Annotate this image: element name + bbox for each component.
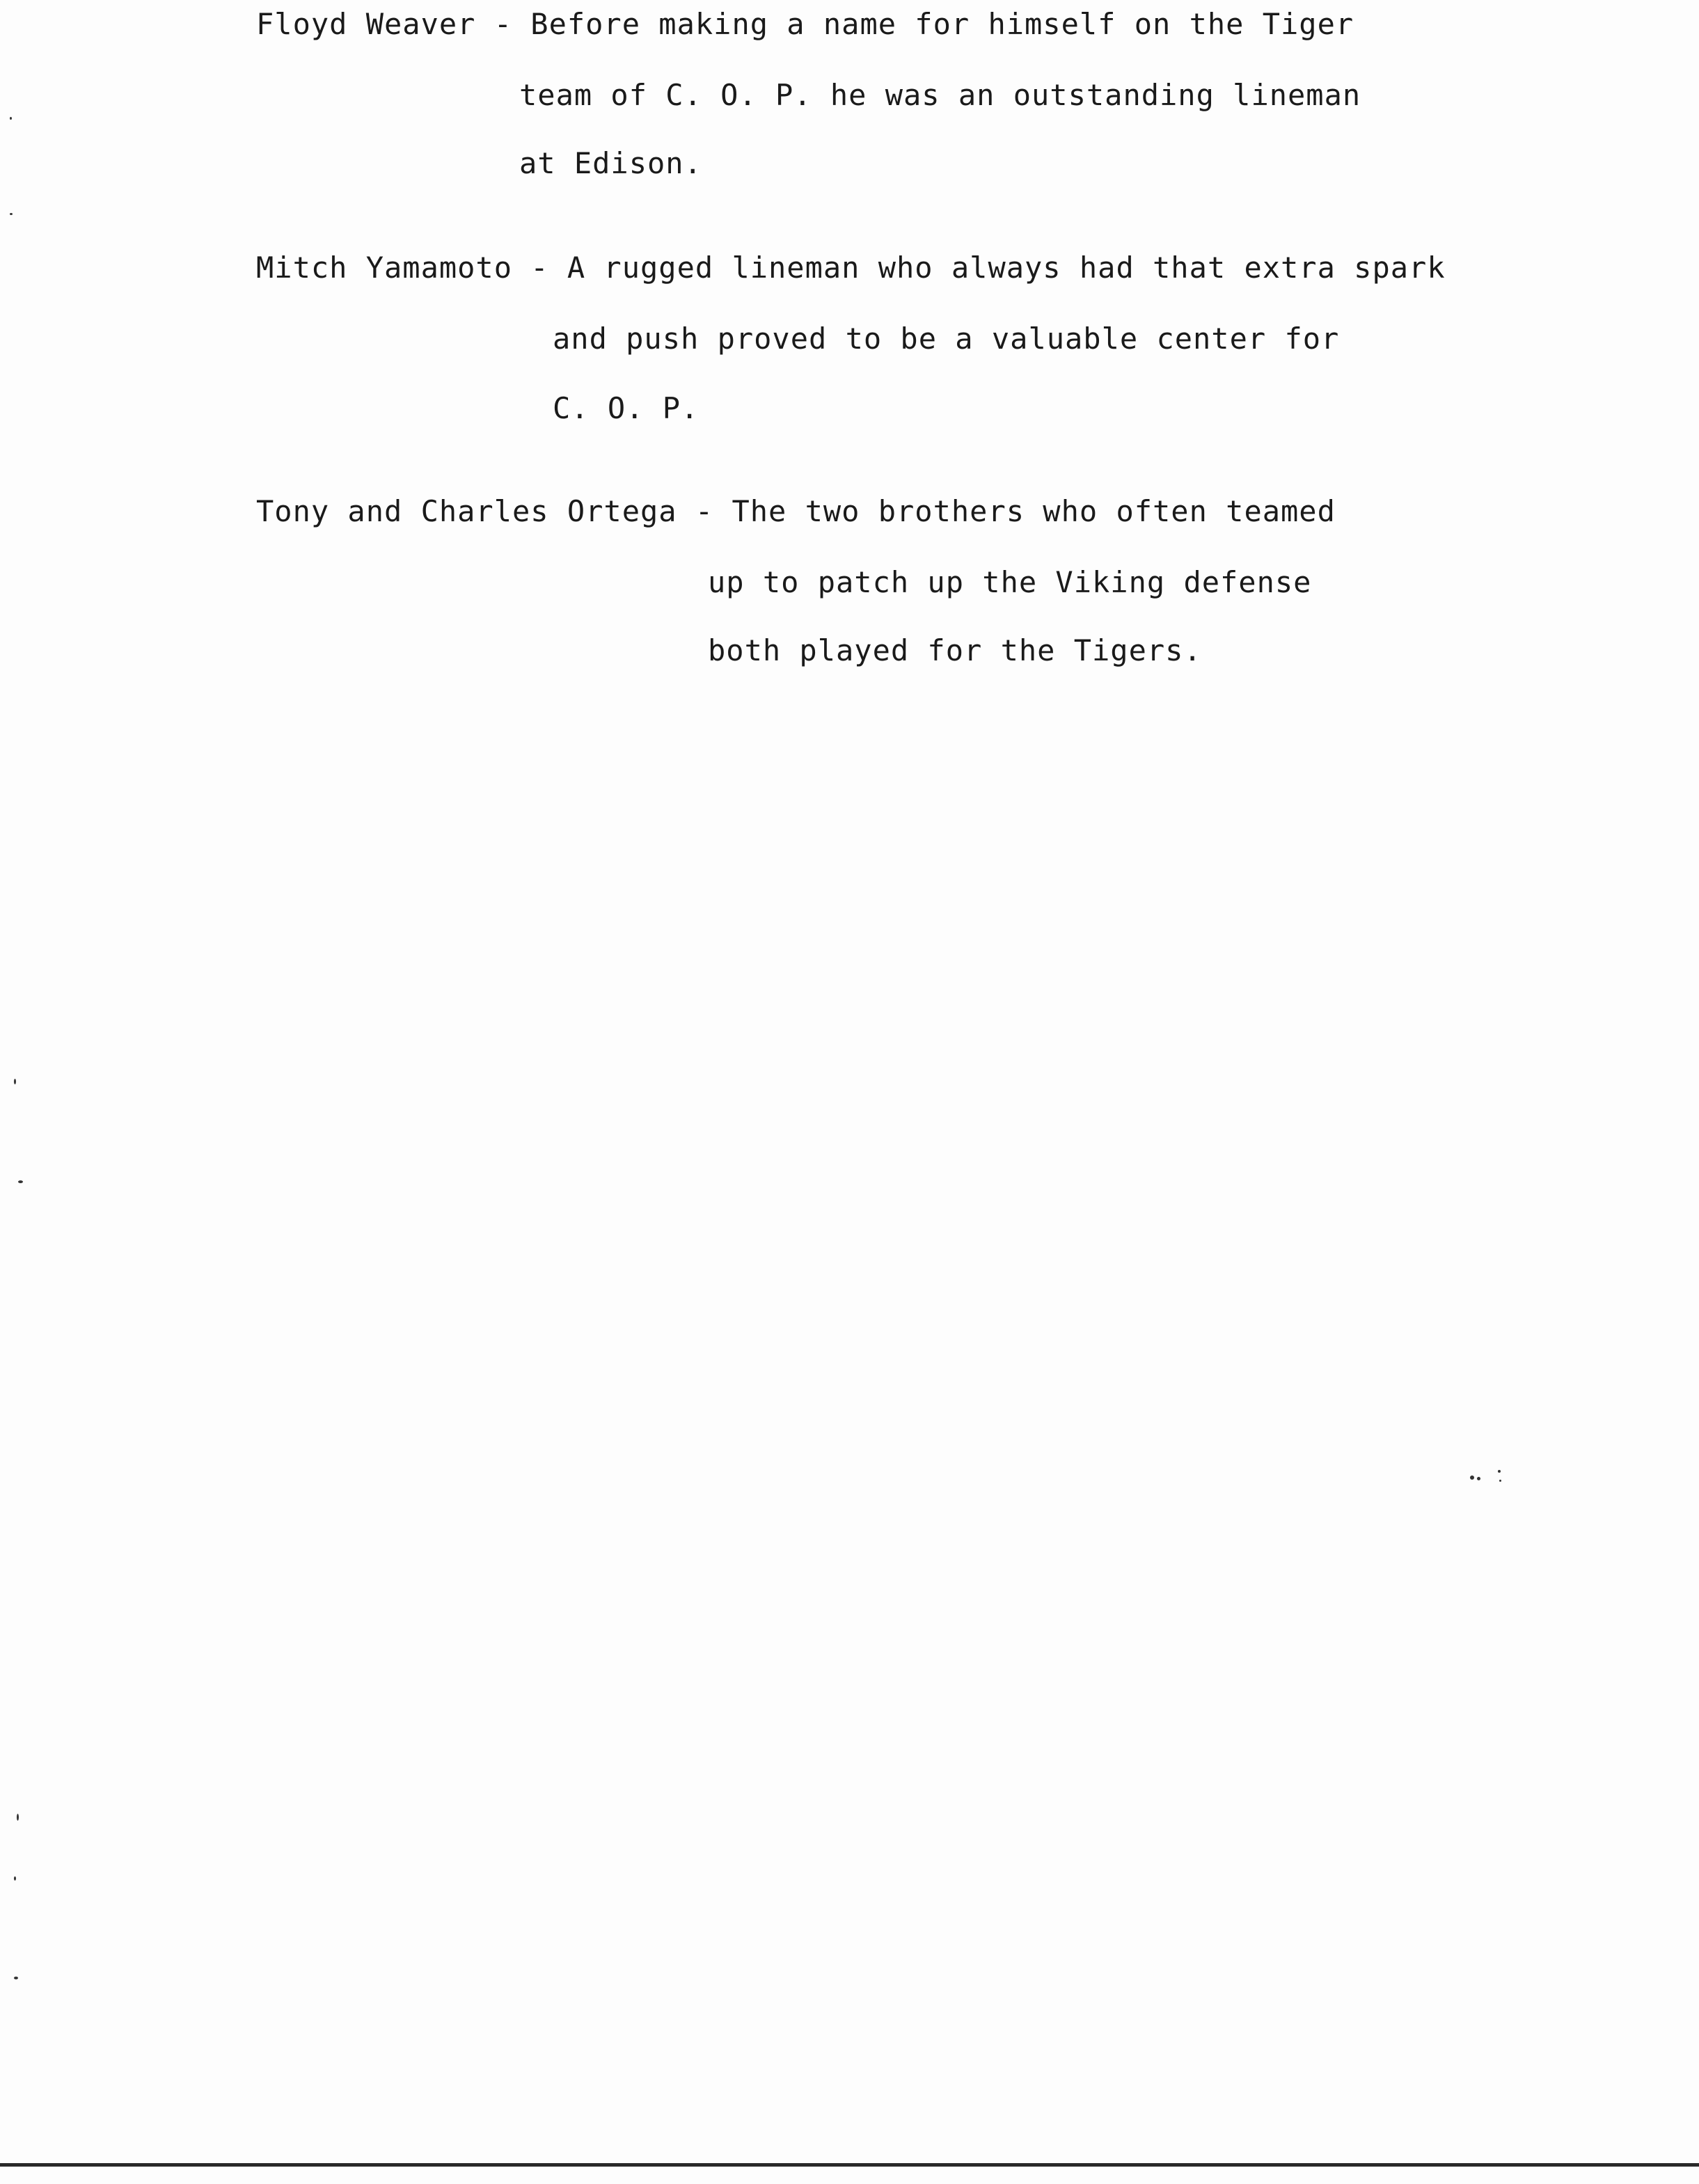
scan-speck [14,1977,18,1979]
page-bottom-edge [0,2163,1699,2167]
scan-speck [1499,1480,1501,1482]
entry-line: at Edison. [519,146,702,180]
scan-speck [14,1079,16,1084]
entry-line: Mitch Yamamoto - A rugged lineman who always had that extra spark [256,251,1446,285]
entry-line: and push proved to be a valuable center for [553,322,1340,356]
scan-speck [14,1876,16,1881]
entry-line: Floyd Weaver - Before making a name for himself on the Tiger [256,7,1354,41]
entry-line: up to patch up the Viking defense [708,565,1312,599]
scan-speck [17,1814,19,1821]
scan-speck [1498,1470,1501,1473]
entry-line: both played for the Tigers. [708,633,1202,667]
scan-speck [1470,1475,1474,1480]
scan-speck [10,213,13,215]
scan-speck [10,117,12,120]
scan-speck [18,1180,23,1183]
entry-line: Tony and Charles Ortega - The two brothers who often teamed [256,494,1336,528]
scan-speck [1477,1477,1480,1480]
entry-line: team of C. O. P. he was an outstanding lineman [519,78,1361,112]
entry-line: C. O. P. [553,391,700,425]
